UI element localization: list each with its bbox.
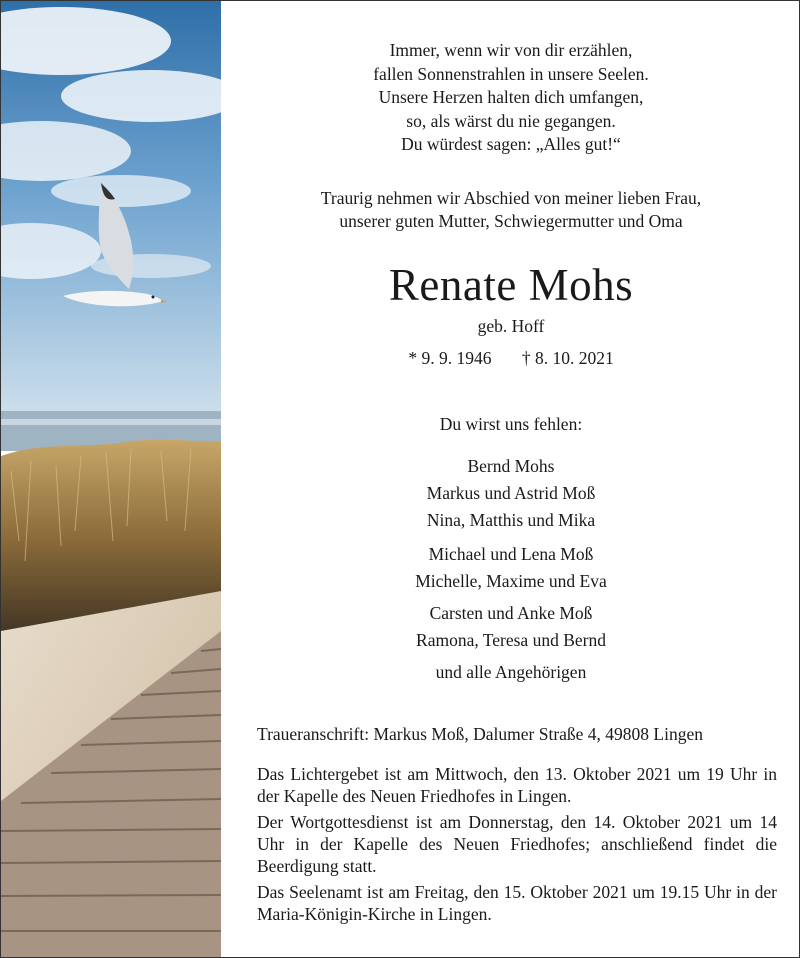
intro [223, 187, 799, 233]
mourning-address: Traueranschrift: Markus Moß, Dalumer Straße 4, 49808 Lingen [257, 724, 704, 744]
notice-paragraph: Das Seelenamt ist am Freitag, den 15. Oktober 2021 um 19.15 Uhr in der Maria-Königin-Kirche in Lingen. [257, 882, 777, 924]
poem-line: fallen Sonnenstrahlen in unsere Seelen. [373, 63, 649, 84]
mourner-line: Nina, Matthis und Mika [426, 510, 596, 530]
mourner-line: Markus und Astrid Moß [426, 483, 596, 503]
poem-line: so, als wärst du nie gegangen. [406, 110, 616, 131]
poem [223, 39, 799, 157]
mourner-group [223, 541, 799, 595]
maiden-name: geb. Hoff [477, 316, 545, 336]
beach-photo [1, 1, 221, 957]
poem-line: Unsere Herzen halten dich umfangen, [378, 87, 644, 107]
poem-line: Immer, wenn wir von dir erzählen, [389, 40, 633, 60]
beach-seagull-image [1, 1, 221, 957]
mourner-group [223, 659, 799, 686]
service-notices [257, 763, 777, 929]
poem-line: Du würdest sagen: „Alles gut!“ [401, 134, 621, 154]
mourner-group [223, 600, 799, 654]
mourner-line: Bernd Mohs [467, 456, 555, 476]
obituary-text [223, 1, 799, 957]
notice-paragraph: Der Wortgottesdienst ist am Donnerstag, den 14. Oktober 2021 um 14 Uhr in der Kapelle des Neuen Friedhofes; anschließend findet die Beerdigung statt. [257, 812, 777, 876]
life-dates [223, 347, 799, 369]
mourner-line: und alle Angehörigen [435, 662, 587, 682]
mourner-group [223, 453, 799, 534]
mourner-line: Michelle, Maxime und Eva [415, 571, 607, 591]
intro-line: unserer guten Mutter, Schwiegermutter und Oma [339, 211, 683, 231]
intro-line: Traurig nehmen wir Abschied von meiner lieben Frau, [320, 188, 702, 208]
miss-line: Du wirst uns fehlen: [439, 414, 583, 434]
deceased-name: Renate Mohs [388, 260, 634, 310]
mourner-line: Ramona, Teresa und Bernd [416, 630, 606, 650]
death-date: † 8. 10. 2021 [521, 348, 614, 368]
mourner-line: Michael und Lena Moß [428, 544, 594, 564]
notice-paragraph: Das Lichtergebet ist am Mittwoch, den 13. Oktober 2021 um 19 Uhr in der Kapelle des Neuen Friedhofes in Lingen. [257, 764, 777, 806]
mourner-line: Carsten und Anke Moß [429, 603, 593, 623]
birth-date: * 9. 9. 1946 [408, 348, 492, 368]
